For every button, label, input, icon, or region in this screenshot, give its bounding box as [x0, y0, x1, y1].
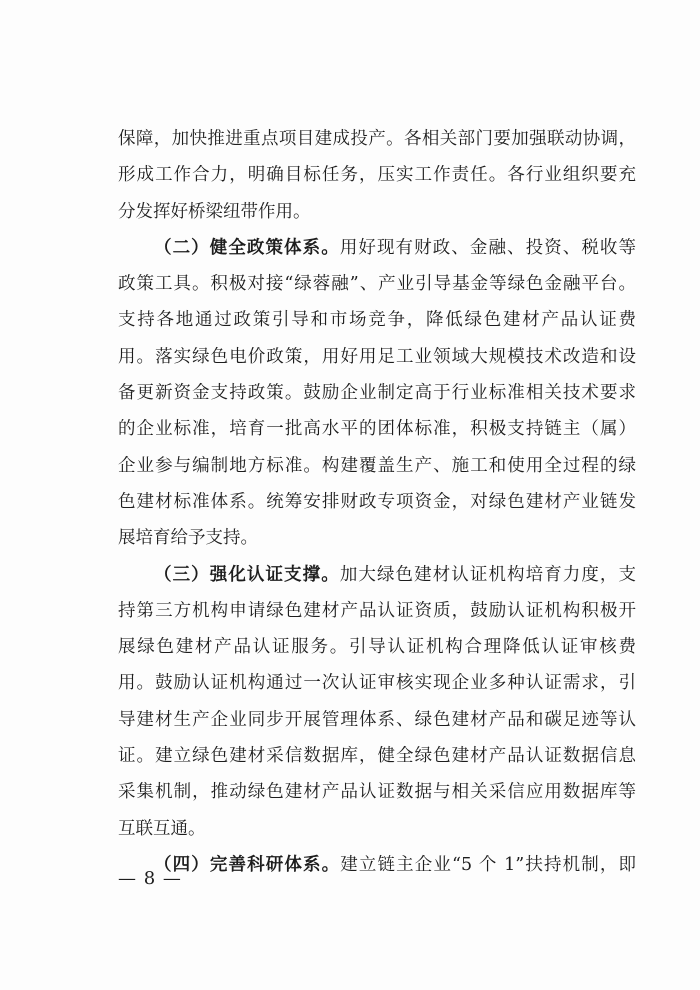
body-text: [118, 121, 636, 883]
paragraph-2-line-1-text: 用好现有财政、金融、投资、税收等: [339, 237, 637, 258]
paragraph-2-line-3: 支持各地通过政策引导和市场竞争，降低绿色建材产品认证费: [118, 310, 636, 331]
paragraph-3-line-5: 导建材生产企业同步开展管理体系、绿色建材产品和碳足迹等认: [118, 709, 636, 730]
section-heading-4: （四）完善科研体系。: [154, 854, 341, 875]
section-heading-2: （二）健全政策体系。: [154, 237, 340, 258]
paragraph-2-line-2: 政策工具。积极对接“绿蓉融”、产业引导基金等绿色金融平台。: [118, 274, 636, 295]
paragraph-1-line-2: 形成工作合力，明确目标任务，压实工作责任。各行业组织要充: [118, 165, 636, 186]
paragraph-2-line-5: 备更新资金支持政策。鼓励企业制定高于行业标准相关技术要求: [118, 383, 636, 404]
paragraph-2-line-7: 企业参与编制地方标准。构建覆盖生产、施工和使用全过程的绿: [118, 455, 636, 476]
page-number: — 8 —: [118, 868, 182, 889]
paragraph-4-line-1: [118, 847, 636, 883]
paragraph-3-line-1: [118, 557, 636, 593]
paragraph-3-line-3: 展绿色建材产品认证服务。引导认证机构合理降低认证审核费: [118, 637, 636, 658]
paragraph-3-line-6: 证。建立绿色建材采信数据库，健全绿色建材产品认证数据信息: [118, 746, 636, 767]
paragraph-2-line-1: [118, 230, 636, 266]
paragraph-3-line-8: 互联互通。: [118, 818, 206, 839]
paragraph-2-line-4: 用。落实绿色电价政策，用好用足工业领域大规模技术改造和设: [118, 346, 636, 367]
paragraph-3-line-2: 持第三方机构申请绿色建材产品认证资质，鼓励认证机构积极开: [118, 600, 636, 621]
paragraph-3-line-4: 用。鼓励认证机构通过一次认证审核实现企业多种认证需求，引: [118, 673, 636, 694]
paragraph-3-line-1-text: 加大绿色建材认证机构培育力度，支: [339, 564, 637, 585]
paragraph-2-line-6: 的企业标准，培育一批高水平的团体标准，积极支持链主（属）: [118, 419, 636, 440]
paragraph-1-line-1: 保障，加快推进重点项目建成投产。各相关部门要加强联动协调，: [118, 129, 636, 149]
paragraph-1-line-3: 分发挥好桥梁纽带作用。: [118, 201, 311, 222]
paragraph-2-line-9: 展培育给予支持。: [118, 528, 258, 549]
paragraph-4-line-1-text: 建立链主企业“5 个 1”扶持机制，即: [340, 854, 636, 875]
paragraph-3-line-7: 采集机制，推动绿色建材产品认证数据与相关采信应用数据库等: [118, 782, 636, 803]
paragraph-2-line-8: 色建材标准体系。统筹安排财政专项资金，对绿色建材产业链发: [118, 491, 636, 512]
section-heading-3: （三）强化认证支撑。: [154, 564, 340, 585]
